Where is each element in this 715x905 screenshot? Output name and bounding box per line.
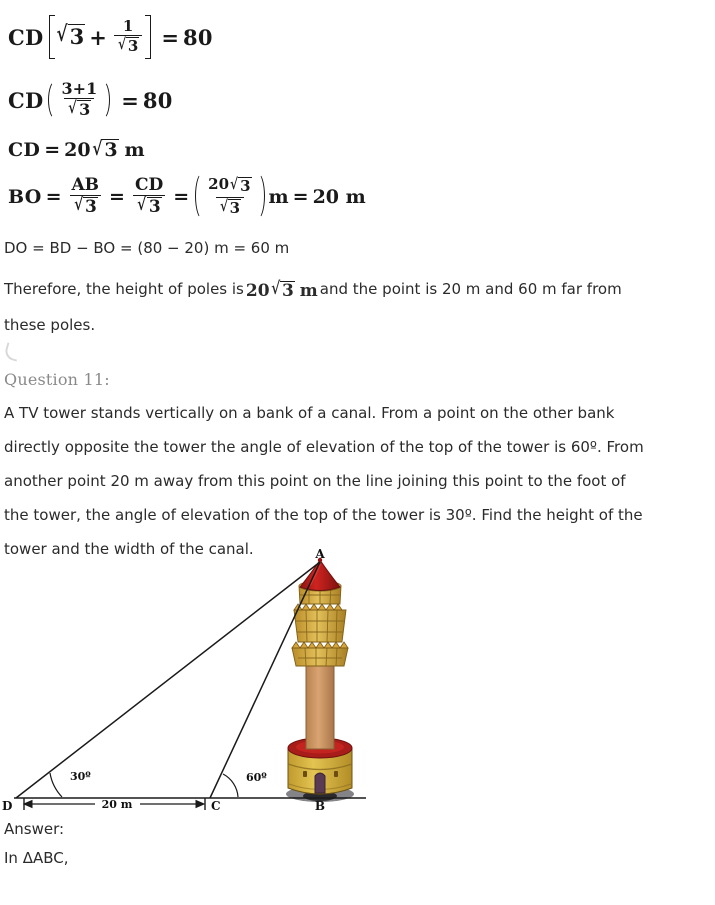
equation1-fraction [114, 16, 143, 56]
scan-artifact-mark [3, 342, 21, 361]
equation1-frac-denominator: √ 3 [114, 35, 143, 55]
equation4-frac2-numerator: CD [134, 174, 164, 195]
equation4-fraction-ab [68, 174, 102, 218]
equation3-sqrt3: √ 3 [91, 136, 118, 161]
radical-sign: √ [270, 278, 280, 299]
equation4-unit: m [268, 186, 289, 208]
equation3-lhs: CD [8, 139, 41, 161]
radical-sign: √ [55, 22, 68, 48]
figure-angle-30: 30º [70, 770, 91, 783]
answer-line-1: In ΔABC, [4, 849, 69, 867]
tower-base-window-left [303, 771, 307, 777]
therefore-inline-math: 20 √ 3 m [246, 274, 318, 308]
equation1-frac-numerator: 1 [122, 16, 134, 35]
figure-angle-60: 60º [246, 771, 267, 784]
equation4-equals-b: = [109, 186, 125, 208]
question-body [4, 396, 710, 566]
tower-triangle-figure [0, 548, 400, 810]
equation4-frac1-denominator: √ 3 [70, 195, 101, 218]
answer-label: Answer: [4, 820, 65, 838]
equation1-equals: = [161, 24, 179, 50]
radical-sign: √ [91, 136, 103, 160]
equation1-rhs: 80 [182, 24, 213, 50]
equation1-open-bracket [47, 14, 55, 60]
tower-lattice [292, 581, 348, 666]
therefore-math-unit: m [299, 281, 318, 301]
equation4-equals-a: = [45, 186, 62, 208]
equation4-frac3-denominator: √ 3 [216, 197, 245, 217]
therefore-paragraph [4, 272, 710, 342]
equation4-equals-d: = [292, 186, 309, 208]
lattice-tier-3-skirt [292, 642, 348, 648]
equation2-open-paren [46, 78, 55, 122]
equation1-lhs: CD [8, 24, 44, 50]
equation2-rhs: 80 [142, 87, 173, 113]
tower-shaft [306, 666, 334, 749]
figure-label-d: D [2, 799, 13, 810]
do-calculation-line: DO = BD − BO = (80 − 20) m = 60 m [4, 239, 290, 257]
figure-label-c: C [211, 799, 221, 810]
dim-arrow-right [196, 801, 204, 808]
equation2-close-paren [103, 78, 112, 122]
radical-sign: √ [137, 194, 147, 215]
figure-label-b: B [314, 799, 326, 810]
equation4-equals-c: = [173, 186, 190, 208]
radical-sign: √ [73, 194, 83, 215]
question-line-1: A TV tower stands vertically on a bank of a canal. From a point on the other bank [4, 404, 615, 422]
question-line-5: tower and the width of the canal. [4, 540, 254, 558]
equation3-unit: m [124, 139, 145, 161]
radical-sign: √ [230, 175, 239, 194]
equation4-frac1-numerator: AB [71, 174, 100, 195]
equation-cd-bracket [8, 14, 213, 60]
equation4-frac3-numerator: 20 √ 3 [208, 175, 251, 196]
equation2-lhs: CD [8, 87, 44, 113]
equation4-result: 20 m [312, 186, 366, 208]
equation1-close-bracket [145, 14, 153, 60]
tower-base-door [315, 773, 325, 793]
lattice-tier-3 [292, 648, 348, 666]
angle-arc-60 [223, 774, 238, 797]
radical-sign: √ [68, 97, 78, 117]
equation3-coefficient: 20 [64, 139, 91, 161]
equation2-equals: = [121, 87, 139, 113]
tower-base-window-right [334, 771, 338, 777]
equation4-close-paren [258, 170, 267, 222]
equation1-plus: + [89, 24, 107, 50]
lattice-tier-2 [294, 610, 346, 642]
equation-cd-paren [8, 78, 173, 122]
dim-arrow-left [24, 801, 32, 808]
equation4-fraction-cd [132, 174, 166, 218]
question-line-2: directly opposite the tower the angle of elevation of the top of the tower is 60º. From [4, 438, 644, 456]
equation4-open-paren [193, 170, 202, 222]
question-line-4: the tower, the angle of elevation of the top of the tower is 30º. Find the height of the [4, 506, 643, 524]
therefore-math-coefficient: 20 [245, 281, 270, 301]
equation2-frac-numerator: 3+1 [61, 78, 98, 98]
question-line-3: another point 20 m away from this point on the line joining this point to the foot of [4, 472, 626, 490]
line-da [16, 562, 320, 798]
figure-dimension-20m: 20 m [101, 798, 133, 810]
question-heading: Question 11: [4, 370, 110, 389]
radical-sign: √ [117, 35, 126, 54]
radical-sign: √ [219, 196, 228, 215]
equation2-frac-denominator: √ 3 [64, 98, 94, 119]
equation4-frac2-denominator: √ 3 [133, 195, 164, 218]
equation-cd-value [8, 136, 145, 164]
equation3-equals: = [44, 139, 61, 161]
therefore-prefix: Therefore, the height of poles is [4, 280, 244, 298]
figure-label-a: A [315, 548, 325, 561]
angle-arc-30 [50, 773, 62, 797]
equation-bo-chain [8, 170, 366, 224]
equation4-lhs: BO [8, 186, 42, 208]
equation1-sqrt3: √ 3 [55, 22, 85, 50]
equation4-frac3-coefficient: 20 [208, 175, 230, 194]
therefore-line2: these poles. [4, 316, 96, 334]
therefore-suffix: and the point is 20 m and 60 m far from [319, 280, 622, 298]
equation4-fraction-result [205, 177, 254, 217]
lattice-tier-2-skirt [294, 604, 346, 610]
